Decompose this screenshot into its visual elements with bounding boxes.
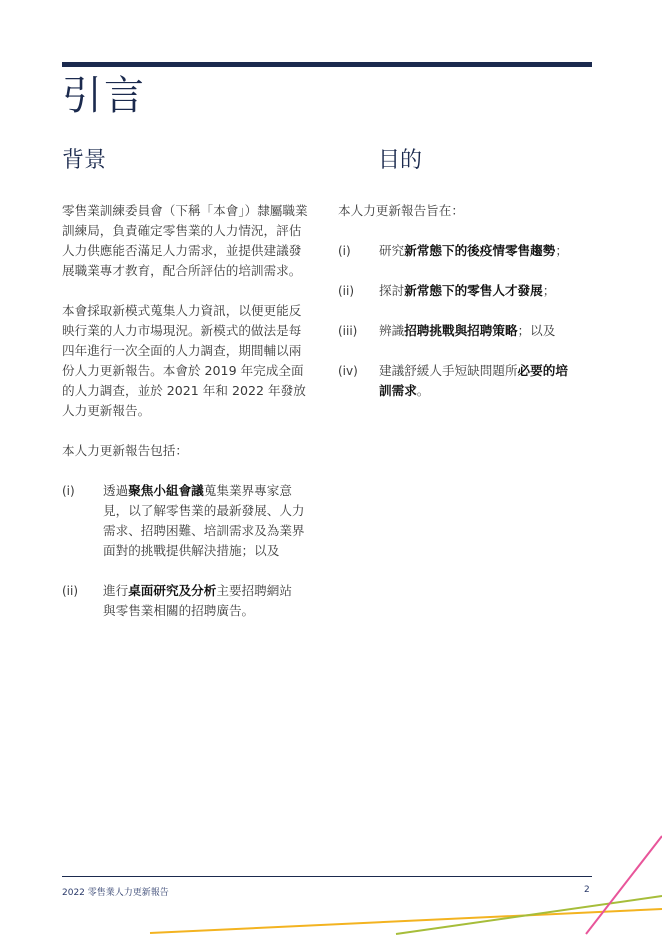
list-number: (i) (62, 484, 75, 498)
text-line: 的人力調查，並於 2021 年和 2022 年發放 (62, 383, 306, 398)
page-number: 2 (584, 885, 590, 895)
text-span: 研究 (379, 243, 405, 258)
text-line: 本會採取新模式蒐集人力資訊，以便更能反 (62, 303, 302, 318)
bold-term: 桌面研究及分析 (128, 583, 217, 598)
deco-line-green (396, 896, 662, 934)
bold-term: 新常態下的後疫情零售趨勢 (404, 243, 556, 258)
text-span: 進行 (103, 583, 129, 598)
list-number: (ii) (338, 284, 355, 298)
bold-term: 訓需求 (379, 383, 417, 398)
deco-line-pink (586, 836, 662, 934)
text-span: 蒐集業界專家意 (203, 483, 292, 498)
bold-term: 新常態下的零售人才發展 (404, 283, 543, 298)
text-span: ； (542, 283, 556, 298)
text-span: 主要招聘網站 (216, 583, 292, 598)
text-span: ；以及 (517, 323, 556, 338)
purpose-heading: 目的 (378, 148, 423, 173)
footer-title: 2022 零售業人力更新報告 (62, 888, 169, 898)
list-number: (i) (338, 244, 351, 258)
page-title: 引言 (62, 73, 146, 119)
bold-term: 招聘挑戰與招聘策略 (404, 323, 518, 338)
list-number: (iii) (338, 324, 358, 338)
text-line: 與零售業相關的招聘廣告。 (103, 603, 255, 618)
text-span: 建議舒緩人手短缺問題所 (379, 363, 518, 378)
text-line: 人力更新報告。 (62, 403, 151, 418)
list-number: (ii) (62, 584, 79, 598)
bold-term: 聚焦小組會議 (128, 483, 204, 498)
text-line: 份人力更新報告。本會於 2019 年完成全面 (62, 363, 304, 378)
purpose-intro: 本人力更新報告旨在： (338, 203, 464, 218)
text-span: 辨識 (379, 323, 405, 338)
text-line: 人力供應能否滿足人力需求，並提供建議發 (62, 243, 302, 258)
text-line: 訓練局，負責確定零售業的人力情況，評估 (62, 223, 302, 238)
text-span: 探討 (379, 283, 405, 298)
report-includes-intro: 本人力更新報告包括： (62, 443, 188, 458)
text-line: 四年進行一次全面的人力調查，期間輔以兩 (62, 343, 302, 358)
text-line: 零售業訓練委員會（下稱「本會」）隸屬職業 (62, 203, 308, 218)
deco-line-yellow (150, 909, 662, 933)
bold-term: 必要的培 (517, 363, 568, 378)
text-span: ； (555, 243, 568, 258)
text-span: 透過 (103, 483, 129, 498)
background-heading: 背景 (62, 148, 107, 173)
text-line: 需求、招聘困難、培訓需求及為業界 (103, 523, 305, 538)
text-line: 展職業專才教育，配合所評估的培訓需求。 (62, 263, 302, 278)
text-line: 映行業的人力市場現況。新模式的做法是每 (62, 323, 302, 338)
text-line: 見，以了解零售業的最新發展、人力 (103, 503, 305, 518)
text-span: 。 (416, 383, 430, 398)
list-number: (iv) (338, 364, 358, 378)
text-line: 面對的挑戰提供解決措施；以及 (103, 543, 280, 558)
